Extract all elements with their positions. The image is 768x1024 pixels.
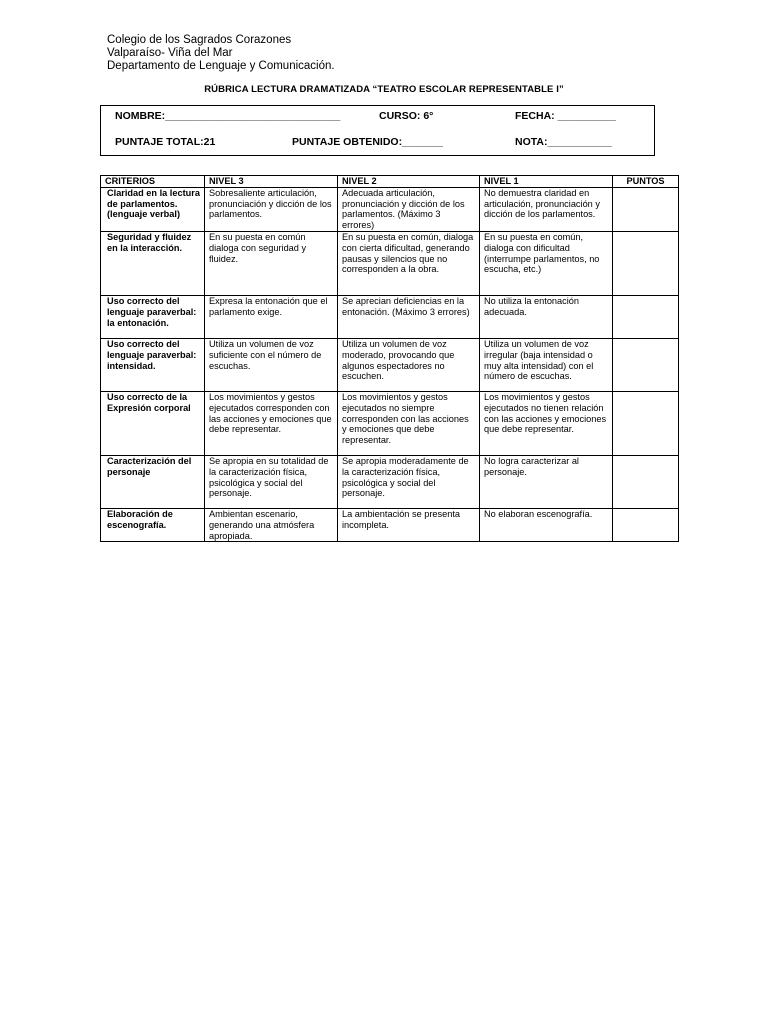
- rubric-table: [100, 175, 679, 542]
- department-name: Departamento de Lenguaje y Comunicación.: [107, 60, 335, 72]
- rubric-header-row: [101, 176, 679, 188]
- table-row: [101, 231, 679, 295]
- criterio-cell: Elaboración de escenografía.: [101, 508, 205, 541]
- school-name: Colegio de los Sagrados Corazones: [107, 34, 292, 46]
- nivel3-cell: Sobresaliente articulación, pronunciación y dicción de los parlamentos.: [205, 187, 338, 231]
- header-criterios: CRITERIOS: [101, 176, 205, 188]
- nivel1-cell: En su puesta en común, dialoga con dificultad (interrumpe parlamentos, no escucha, etc.): [480, 231, 613, 295]
- criterio-cell: Seguridad y fluidez en la interacción.: [101, 231, 205, 295]
- nivel2-cell: La ambientación se presenta incompleta.: [338, 508, 480, 541]
- nivel1-cell: Utiliza un volumen de voz irregular (baja intensidad o muy alta intensidad) con el número de escuchas.: [480, 338, 613, 391]
- criterio-cell: Claridad en la lectura de parlamentos. (lenguaje verbal): [101, 187, 205, 231]
- header-puntos: PUNTOS: [613, 176, 679, 188]
- criterio-cell: Uso correcto del lenguaje paraverbal: la entonación.: [101, 295, 205, 338]
- nota-field[interactable]: NOTA:___________: [515, 136, 612, 148]
- table-row: [101, 391, 679, 455]
- fecha-field[interactable]: FECHA: __________: [515, 110, 616, 122]
- document-title: RÚBRICA LECTURA DRAMATIZADA “TEATRO ESCOLAR REPRESENTABLE I”: [204, 84, 564, 95]
- puntaje-total-label: PUNTAJE TOTAL:21: [115, 136, 216, 148]
- nivel3-cell: Ambientan escenario, generando una atmósfera apropiada.: [205, 508, 338, 541]
- table-row: [101, 338, 679, 391]
- puntaje-obtenido-field[interactable]: PUNTAJE OBTENIDO:_______: [292, 136, 443, 148]
- nivel3-cell: En su puesta en común dialoga con seguridad y fluidez.: [205, 231, 338, 295]
- nivel1-cell: Los movimientos y gestos ejecutados no tienen relación con las acciones y emociones que debe representar.: [480, 391, 613, 455]
- puntos-cell[interactable]: [613, 338, 679, 391]
- puntos-cell[interactable]: [613, 231, 679, 295]
- nivel2-cell: Los movimientos y gestos ejecutados no siempre corresponden con las acciones y emociones que debe representar.: [338, 391, 480, 455]
- criterio-cell: Caracterización del personaje: [101, 455, 205, 508]
- table-row: [101, 295, 679, 338]
- table-row: [101, 187, 679, 231]
- criterio-cell: Uso correcto de la Expresión corporal: [101, 391, 205, 455]
- header-nivel-3: NIVEL 3: [205, 176, 338, 188]
- header-nivel-2: NIVEL 2: [338, 176, 480, 188]
- student-info-box: [100, 105, 655, 156]
- nivel2-cell: Se aprecian deficiencias en la entonación. (Máximo 3 errores): [338, 295, 480, 338]
- nivel1-cell: No elaboran escenografía.: [480, 508, 613, 541]
- nivel3-cell: Se apropia en su totalidad de la caracterización física, psicológica y social del personaje.: [205, 455, 338, 508]
- puntos-cell[interactable]: [613, 391, 679, 455]
- nivel1-cell: No logra caracterizar al personaje.: [480, 455, 613, 508]
- nivel1-cell: No utiliza la entonación adecuada.: [480, 295, 613, 338]
- criterio-cell: Uso correcto del lenguaje paraverbal: intensidad.: [101, 338, 205, 391]
- table-row: [101, 508, 679, 541]
- puntos-cell[interactable]: [613, 455, 679, 508]
- nivel3-cell: Utiliza un volumen de voz suficiente con el número de escuchas.: [205, 338, 338, 391]
- table-row: [101, 455, 679, 508]
- nivel2-cell: Adecuada articulación, pronunciación y dicción de los parlamentos. (Máximo 3 errores): [338, 187, 480, 231]
- puntos-cell[interactable]: [613, 187, 679, 231]
- nivel3-cell: Los movimientos y gestos ejecutados corresponden con las acciones y emociones que debe representar.: [205, 391, 338, 455]
- nombre-field[interactable]: NOMBRE:______________________________: [115, 110, 341, 122]
- puntos-cell[interactable]: [613, 508, 679, 541]
- nivel2-cell: En su puesta en común, dialoga con cierta dificultad, generando pausas y silencios que no corresponden a la obra.: [338, 231, 480, 295]
- header-nivel-1: NIVEL 1: [480, 176, 613, 188]
- nivel1-cell: No demuestra claridad en articulación, pronunciación y dicción de los parlamentos.: [480, 187, 613, 231]
- nivel3-cell: Expresa la entonación que el parlamento exige.: [205, 295, 338, 338]
- school-location: Valparaíso- Viña del Mar: [107, 47, 233, 59]
- nivel2-cell: Se apropia moderadamente de la caracterización física, psicológica y social del personaje.: [338, 455, 480, 508]
- curso-field: CURSO: 6°: [379, 110, 434, 122]
- school-header: [107, 34, 335, 73]
- puntos-cell[interactable]: [613, 295, 679, 338]
- nivel2-cell: Utiliza un volumen de voz moderado, provocando que algunos espectadores no escuchen.: [338, 338, 480, 391]
